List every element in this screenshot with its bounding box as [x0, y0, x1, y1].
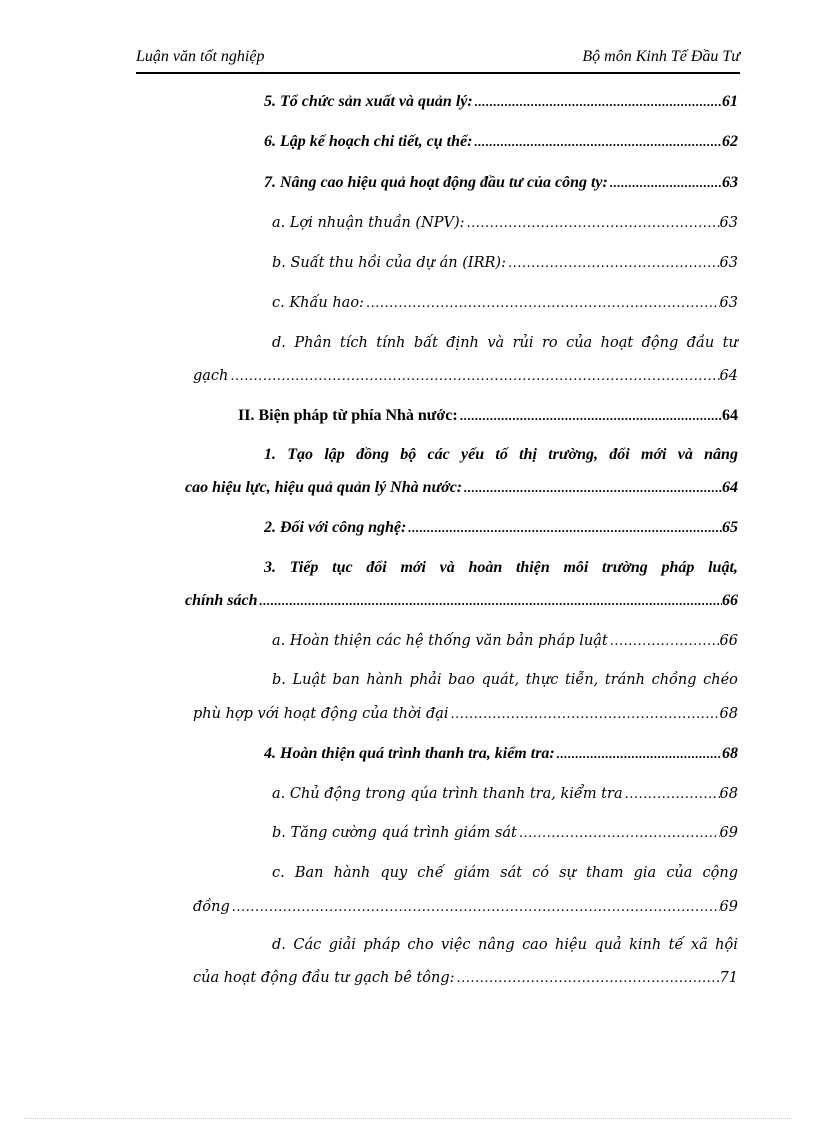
word: quát, [481, 672, 520, 688]
toc-page-number: 62 [722, 133, 738, 150]
word: đầu [686, 335, 715, 351]
toc-entry-line1[interactable] [272, 932, 738, 958]
word: và [677, 446, 693, 463]
toc-entry-title: a. Lợi nhuận thuần (NPV): [272, 215, 465, 231]
toc-entry-title: đồng [193, 899, 230, 915]
word: hoạt [600, 335, 634, 351]
word: đồng [356, 446, 389, 463]
word: Phân [294, 335, 332, 351]
leader-dots [366, 292, 720, 315]
toc-page-number: 66 [722, 592, 738, 609]
toc-entry-line1[interactable] [272, 860, 738, 886]
word: tham [585, 865, 624, 881]
leader-dots [460, 404, 722, 428]
word: của [666, 865, 693, 881]
toc-entry-title: II. Biện pháp từ phía Nhà nước: [238, 407, 458, 424]
toc-entry-line2[interactable] [185, 476, 738, 500]
leader-dots [467, 212, 720, 235]
toc-entry[interactable] [272, 629, 738, 653]
page-bottom-divider [24, 1118, 792, 1119]
word: c. [272, 865, 285, 881]
word: hội [715, 937, 738, 953]
leader-dots [230, 365, 719, 388]
word: mới [400, 559, 426, 576]
word: tránh [604, 672, 645, 688]
toc-page-number: 61 [722, 93, 738, 110]
word: và [487, 335, 505, 351]
word: tính [376, 335, 406, 351]
word: sát [500, 865, 523, 881]
word: pháp [363, 937, 400, 953]
word: cộng [702, 865, 738, 881]
word: tư [722, 335, 738, 351]
word: thị [519, 446, 537, 463]
word: Tạo [287, 446, 314, 463]
word: trường, [548, 446, 598, 463]
toc-page-number: 64 [719, 368, 738, 384]
leader-dots [610, 171, 722, 195]
word: lập [324, 446, 345, 463]
word: yếu [461, 446, 485, 463]
toc-entry-line2[interactable] [185, 589, 738, 613]
word: ro [541, 335, 558, 351]
word: động [641, 335, 679, 351]
leader-dots [557, 742, 722, 766]
word: bất [413, 335, 438, 351]
toc-page-number: 64 [722, 407, 738, 424]
word: xã [690, 937, 708, 953]
word: và [439, 559, 455, 576]
word: 1. [264, 446, 276, 463]
toc-entry-title: cao hiệu lực, hiệu quả quản lý Nhà nước: [185, 479, 463, 496]
header-left: Luận văn tốt nghiệp [136, 48, 265, 65]
word: thiện [515, 559, 550, 576]
word: phải [409, 672, 442, 688]
toc-entry-title: 6. Lập kế hoạch chi tiết, cụ thể: [264, 133, 473, 150]
toc-entry-title: b. Suất thu hồi của dự án (IRR): [272, 255, 506, 271]
word: nâng [704, 446, 738, 463]
toc-page-number: 69 [719, 825, 738, 841]
toc-page-number: 63 [719, 295, 738, 311]
leader-dots [519, 822, 720, 845]
toc-entry-title: a. Hoàn thiện các hệ thống văn bản pháp luật [272, 633, 608, 649]
word: Luật [292, 672, 326, 688]
leader-dots [408, 516, 722, 540]
word: cho [407, 937, 434, 953]
word: chéo [703, 672, 738, 688]
word: kinh [629, 937, 662, 953]
word: hoàn [468, 559, 503, 576]
word: chồng [651, 672, 697, 688]
toc-entry-line1[interactable] [264, 442, 738, 468]
toc-entry-title: a. Chủ động trong qúa trình thanh tra, kiểm tra [272, 786, 623, 802]
leader-dots [232, 896, 720, 919]
word: tế [668, 937, 684, 953]
leader-dots [457, 967, 720, 990]
word: pháp [661, 559, 695, 576]
toc-entry-line1[interactable] [272, 330, 738, 356]
word: tố [495, 446, 508, 463]
toc-entry-title: c. Khấu hao: [272, 295, 364, 311]
word: tục [332, 559, 353, 576]
toc-page-number: 63 [719, 255, 738, 271]
toc-entry-title: 2. Đối với công nghệ: [264, 519, 407, 536]
toc-page-number: 64 [722, 479, 738, 496]
toc-entry[interactable] [264, 742, 738, 766]
toc-entry[interactable] [272, 251, 738, 275]
word: b. [272, 672, 286, 688]
word: môi [563, 559, 589, 576]
header-right: Bộ môn Kinh Tế Đầu Tư [582, 48, 740, 65]
toc-entry[interactable] [272, 211, 738, 235]
toc-page-number: 71 [719, 970, 738, 986]
word: Các [293, 937, 322, 953]
leader-dots [508, 252, 720, 275]
page-header [136, 48, 740, 74]
toc-page-number: 63 [719, 215, 738, 231]
toc-entry-title: của hoạt động đầu tư gạch bê tông: [193, 970, 455, 986]
toc-entry[interactable] [264, 516, 738, 540]
leader-dots [464, 476, 722, 500]
word: các [427, 446, 450, 463]
word: sự [559, 865, 576, 881]
toc-page-number: 63 [722, 174, 738, 191]
toc-entry-line2[interactable] [193, 364, 738, 388]
word: rủi [512, 335, 534, 351]
toc-entry-title: chính sách [185, 592, 258, 609]
word: có [532, 865, 550, 881]
leader-dots [610, 630, 720, 653]
word: đổi [366, 559, 387, 576]
word: gia [633, 865, 657, 881]
word: của [566, 335, 593, 351]
leader-dots [475, 90, 722, 114]
toc-entry[interactable] [264, 90, 738, 114]
word: bao [448, 672, 475, 688]
toc-entry[interactable] [272, 821, 738, 845]
toc-entry[interactable] [272, 291, 738, 315]
toc-entry-title: 4. Hoàn thiện quá trình thanh tra, kiểm tra: [264, 745, 555, 762]
toc-entry-line1[interactable] [264, 555, 738, 581]
word: 3. [264, 559, 276, 576]
leader-dots [259, 589, 722, 613]
toc-entry-line2[interactable] [193, 702, 738, 726]
word: trường [602, 559, 648, 576]
word: d. [272, 937, 286, 953]
word: đổi [609, 446, 630, 463]
toc-entry-title: phù hợp với hoạt động của thời đại [193, 706, 449, 722]
word: tích [339, 335, 368, 351]
leader-dots [451, 703, 720, 726]
toc-entry-title: b. Tăng cường quá trình giám sát [272, 825, 517, 841]
toc-entry-line2[interactable] [193, 966, 738, 990]
word: luật, [708, 559, 738, 576]
word: hành [366, 672, 404, 688]
word: quy [380, 865, 408, 881]
toc-entry-line2[interactable] [193, 895, 738, 919]
toc-entry-line1[interactable] [272, 667, 738, 693]
word: việc [441, 937, 471, 953]
toc-entry[interactable] [272, 782, 738, 806]
toc-entry[interactable] [264, 171, 738, 195]
word: quả [594, 937, 622, 953]
toc-page-number: 68 [722, 745, 738, 762]
toc-page-number: 66 [719, 633, 738, 649]
leader-dots [625, 783, 720, 806]
toc-entry[interactable] [264, 130, 738, 154]
word: định [446, 335, 479, 351]
word: chế [417, 865, 444, 881]
toc-page-number: 68 [719, 706, 738, 722]
word: d. [272, 335, 286, 351]
word: giải [328, 937, 356, 953]
word: nâng [478, 937, 515, 953]
word: ban [332, 672, 360, 688]
word: Ban [294, 865, 324, 881]
word: hành [333, 865, 371, 881]
toc-page-number: 65 [722, 519, 738, 536]
word: tiễn, [564, 672, 599, 688]
toc-entry-title: gạch [193, 368, 229, 384]
toc-entry-title: 7. Nâng cao hiệu quả hoạt động đầu tư của công ty: [264, 174, 608, 191]
toc-page-number: 69 [719, 899, 738, 915]
word: mới [641, 446, 667, 463]
toc-page-number: 68 [719, 786, 738, 802]
leader-dots [474, 130, 722, 154]
word: cao [522, 937, 548, 953]
word: hiệu [555, 937, 587, 953]
word: giám [453, 865, 491, 881]
toc-section[interactable] [238, 404, 738, 428]
toc-entry-title: 5. Tổ chức sản xuất và quản lý: [264, 93, 473, 110]
word: bộ [400, 446, 417, 463]
word: Tiếp [289, 559, 319, 576]
word: thực [525, 672, 559, 688]
